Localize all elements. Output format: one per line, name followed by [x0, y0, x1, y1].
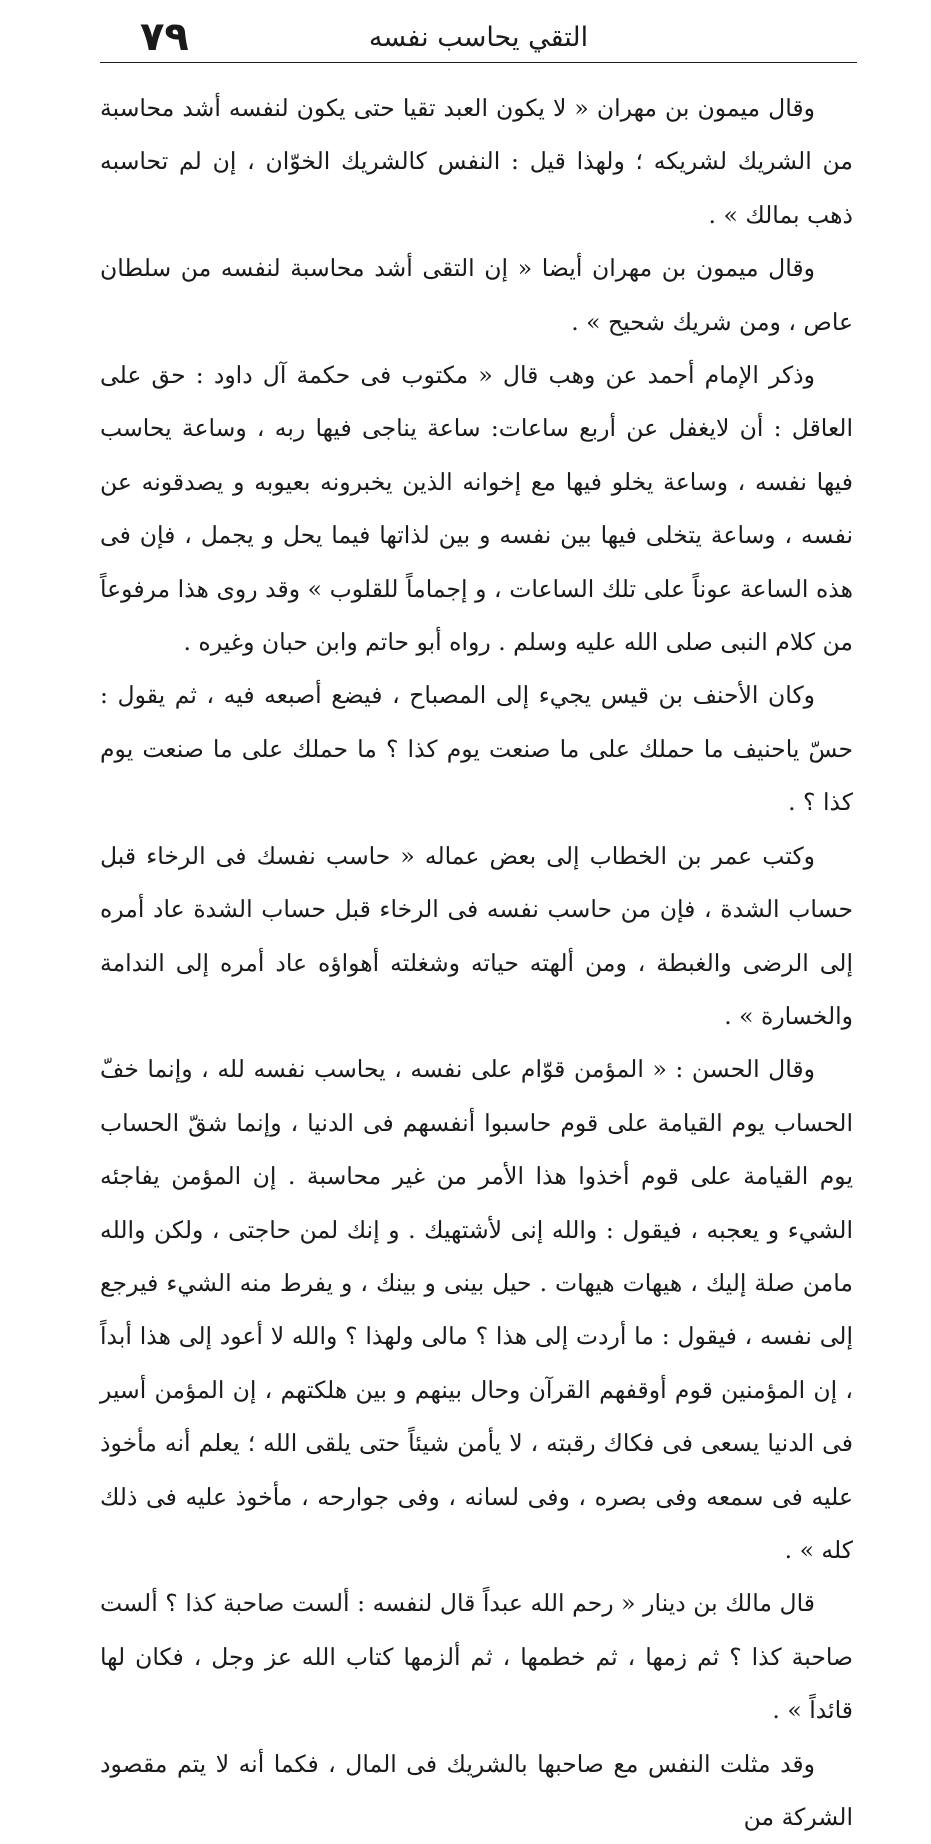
page-number: ٧٩ — [140, 14, 189, 60]
paragraph: وكتب عمر بن الخطاب إلى بعض عماله « حاسب نفسك فى الرخاء قبل حساب الشدة ، فإن من حاسب نفسه فى الرخاء قبل حساب الشدة عاد أمره إلى الرضى والغبطة ، ومن ألهته حياته وشغلته أهواؤه عاد أمره إلى الندامة والخسارة » . — [100, 841, 853, 1030]
paragraph: قال مالك بن دينار « رحم الله عبداً قال لنفسه : ألست صاحبة كذا ؟ ألست صاحبة كذا ؟ ثم زمها ، ثم خطمها ، ثم ألزمها كتاب الله عز وجل ، فكان لها قائداً » . — [100, 1589, 853, 1725]
header-rule — [100, 62, 857, 63]
paragraph: وكان الأحنف بن قيس يجيء إلى المصباح ، فيضع أصبعه فيه ، ثم يقول : حسّ ياحنيف ما حملك على ما صنعت يوم كذا ؟ ما حملك على ما صنعت يوم كذا ؟ . — [100, 681, 853, 817]
page-header — [100, 14, 857, 66]
paragraph: وقال ميمون بن مهران « لا يكون العبد تقيا حتى يكون لنفسه أشد محاسبة من الشريك لشريكه ؛ ولهذا قيل : النفس كالشريك الخوّان ، إن لم تحاسبه ذهب بمالك » . — [100, 94, 853, 229]
paragraph: وذكر الإمام أحمد عن وهب قال « مكتوب فى حكمة آل داود : حق على العاقل : أن لايغفل عن أربع ساعات: ساعة يناجى فيها ربه ، وساعة يحاسب فيها نفسه ، وساعة يخلو فيها مع إخوانه الذين يخبرونه بعيوبه و يصدقونه عن نفسه ، وساعة يتخلى فيها بين نفسه و بين لذاتها فيما يحل و يجمل ، فإن فى هذه الساعة عوناً على تلك الساعات ، و إجماماً للقلوب » وقد روى هذا مرفوعاً من كلام النبى صلى الله عليه وسلم . رواه أبو حاتم وابن حبان وغيره . — [100, 361, 853, 657]
paragraph: وقد مثلت النفس مع صاحبها بالشريك فى المال ، فكما أنه لا يتم مقصود الشركة من — [100, 1749, 853, 1831]
running-title: التقي يحاسب نفسه — [368, 22, 589, 53]
paragraph: وقال الحسن : « المؤمن قوّام على نفسه ، يحاسب نفسه لله ، وإنما خفّ الحساب يوم القيامة على قوم حاسبوا أنفسهم فى الدنيا ، وإنما شقّ الحساب يوم القيامة على قوم أخذوا هذا الأمر من غير محاسبة . إن المؤمن يفاجئه الشيء و يعجبه ، فيقول : والله إنى لأشتهيك . و إنك لمن حاجتى ، ولكن والله مامن صلة إليك ، هيهات هيهات . حيل بينى و بينك ، و يفرط منه الشيء فيرجع إلى نفسه ، فيقول : ما أردت إلى هذا ؟ مالى ولهذا ؟ والله لا أعود إلى هذا أبداً ، إن المؤمنين قوم أوقفهم القرآن وحال بينهم و بين هلكتهم ، إن المؤمن أسير فى الدنيا يسعى فى فكاك رقبته ، لا يأمن شيئاً حتى يلقى الله ؛ يعلم أنه مأخوذ عليه فى سمعه وفى بصره ، وفى لسانه ، وفى جوارحه ، مأخوذ عليه فى ذلك كله » . — [100, 1055, 853, 1564]
body-text — [100, 82, 853, 1844]
paragraph: وقال ميمون بن مهران أيضا « إن التقى أشد محاسبة لنفسه من سلطان عاص ، ومن شريك شحيح » . — [100, 254, 853, 336]
